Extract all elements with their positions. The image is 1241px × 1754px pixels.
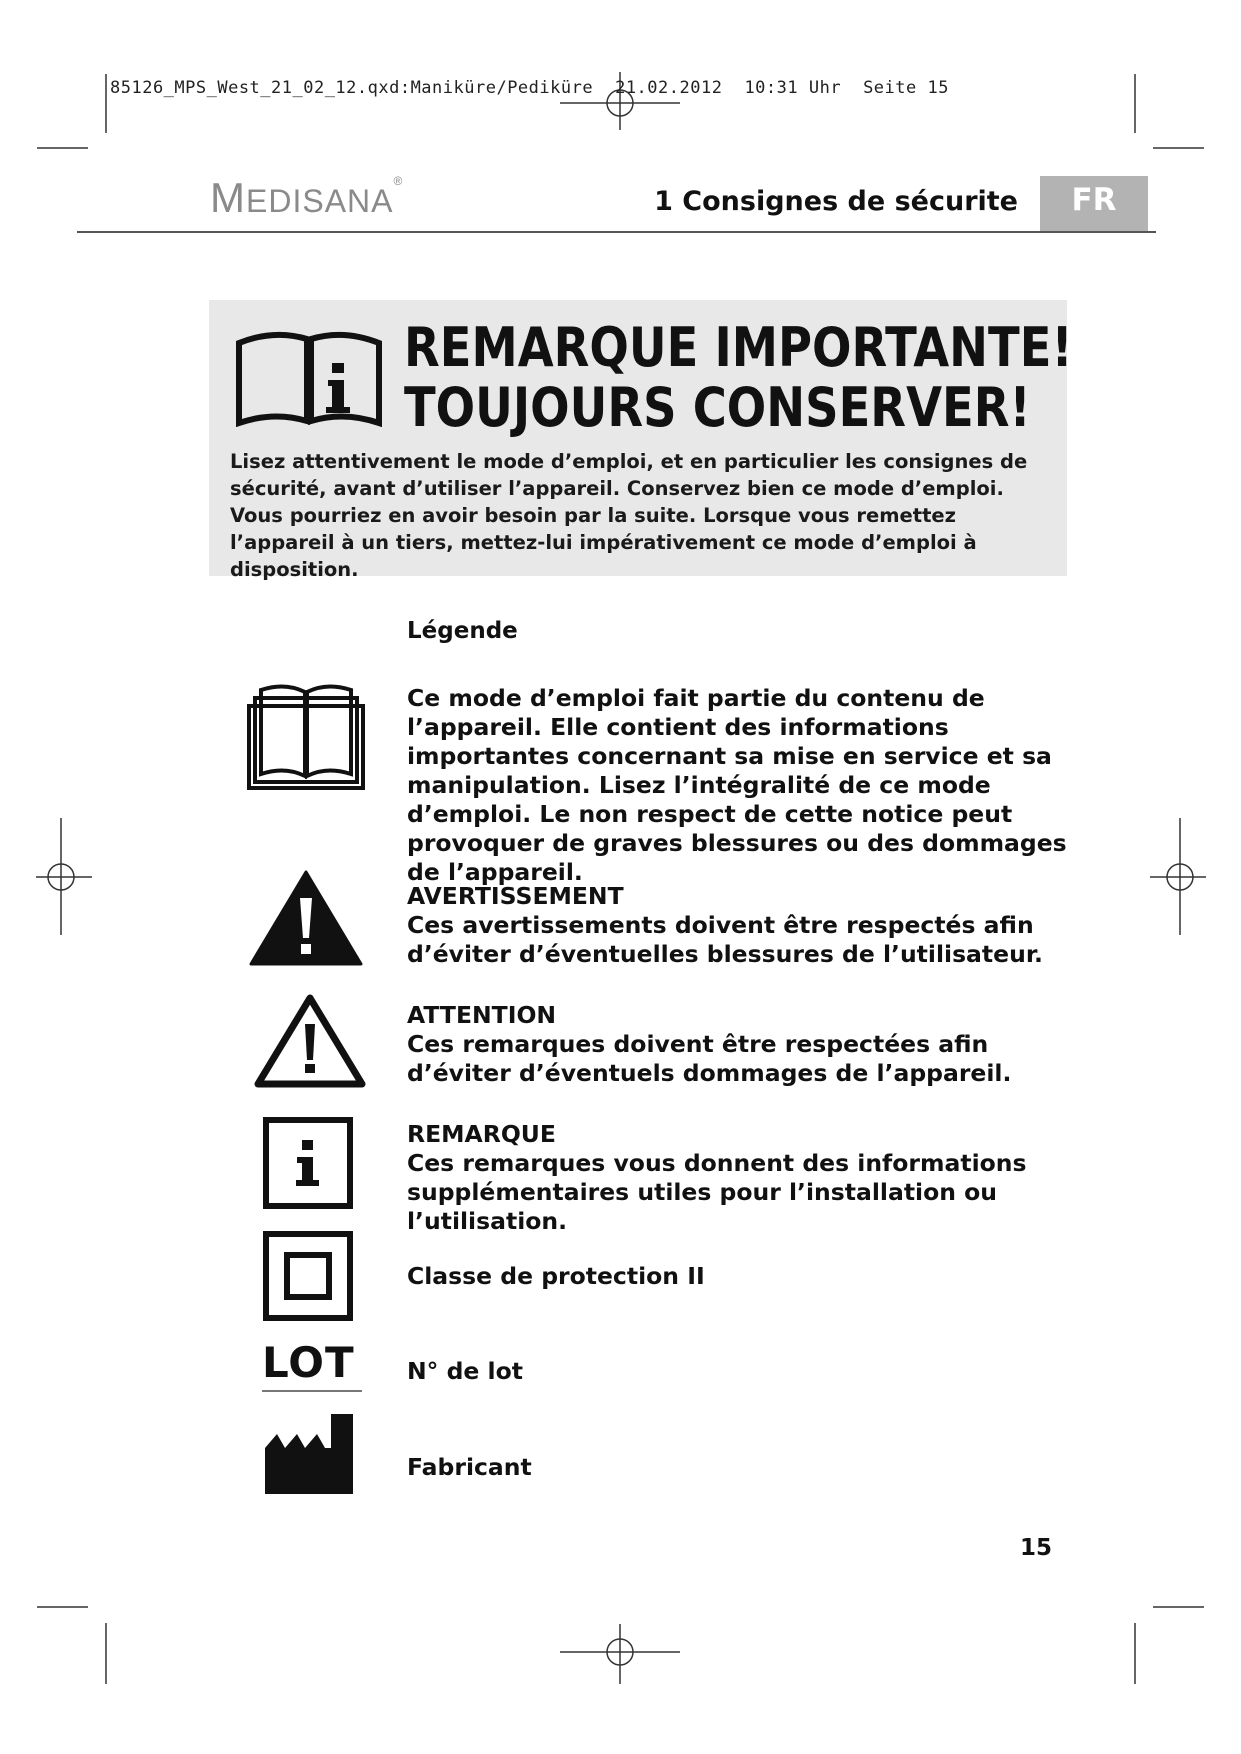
header-divider: [77, 231, 1156, 233]
legend-entry-remark: [407, 1120, 1087, 1236]
legend-entry-text: Classe de protection II: [407, 1262, 705, 1290]
notice-body: Lisez attentivement le mode d’emploi, et en particulier les consignes de sécurité, avant d’utiliser l’appareil. Conservez bien ce mode d’emploi. Vous pourriez en avoir besoin par la suite. Lorsque vous remettez l’appareil à un tiers, mettez-lui impérativement ce mode d’emploi à disposition.: [230, 450, 1028, 581]
slug-time: 10:31 Uhr: [744, 78, 842, 98]
legend-entry-text: Ces remarques doivent être respectées afin d’éviter d’éventuels dommages de l’appareil.: [407, 1030, 1012, 1087]
legend-title: Légende: [407, 618, 518, 644]
legend-entry-protection-class: [407, 1262, 1087, 1291]
legend-entry-text: Ces remarques vous donnent des informations supplémentaires utiles pour l’installation ou l’utilisation.: [407, 1149, 1027, 1235]
legend-entry-text: Ces avertissements doivent être respectés afin d’éviter d’éventuelles blessures de l’utilisateur.: [407, 911, 1043, 968]
legend-entry-text: Ce mode d’emploi fait partie du contenu de l’appareil. Elle contient des informations importantes concernant sa mise en service et sa manipulation. Lisez l’intégralité de ce mode d’emploi. Le non respect de cette notice peut provoquer de graves blessures ou des dommages de l’appareil.: [407, 684, 1067, 886]
warning-filled-icon: [248, 868, 364, 968]
lot-icon: [262, 1340, 362, 1392]
medisana-logo: MEDISANA®: [210, 174, 404, 221]
legend-entry-label: REMARQUE: [407, 1120, 556, 1148]
slug-date: 21.02.2012: [615, 78, 723, 98]
open-book-info-icon: [234, 325, 384, 427]
legend-entry-warning: [407, 882, 1087, 969]
section-title: 1 Consignes de sécurite: [654, 186, 1018, 217]
lot-icon-text: LOT: [262, 1338, 355, 1387]
legend-entry-text: Fabricant: [407, 1453, 532, 1481]
protection-class-ii-icon: [262, 1230, 354, 1322]
info-box-icon: [262, 1116, 354, 1210]
legend-entry-lot: [407, 1357, 1087, 1386]
warning-outline-icon: [252, 990, 368, 1090]
slug-page: Seite 15: [863, 78, 949, 98]
legend-entry-attention: [407, 1001, 1087, 1088]
legend-entry-text: N° de lot: [407, 1357, 523, 1385]
manufacturer-icon: [263, 1412, 355, 1496]
page-number: 15: [1020, 1535, 1053, 1561]
notice-heading-line1: REMARQUE IMPORTANTE!: [404, 316, 1073, 379]
notice-heading: [404, 316, 1073, 439]
important-notice-box: [209, 300, 1073, 581]
notice-heading-line2: TOUJOURS CONSERVER!: [404, 376, 1031, 439]
lot-underline: [262, 1390, 362, 1392]
slug-filename: 85126_MPS_West_21_02_12.qxd:Maniküre/Pediküre: [110, 78, 594, 98]
legend-entry-label: ATTENTION: [407, 1001, 557, 1029]
legend-entry-manual: [407, 684, 1087, 887]
legend-entry-label: AVERTISSEMENT: [407, 882, 624, 910]
legend-entry-manufacturer: [407, 1453, 1087, 1482]
print-slug: [110, 78, 971, 98]
book-icon: [245, 680, 367, 792]
language-tab: FR: [1040, 176, 1148, 232]
